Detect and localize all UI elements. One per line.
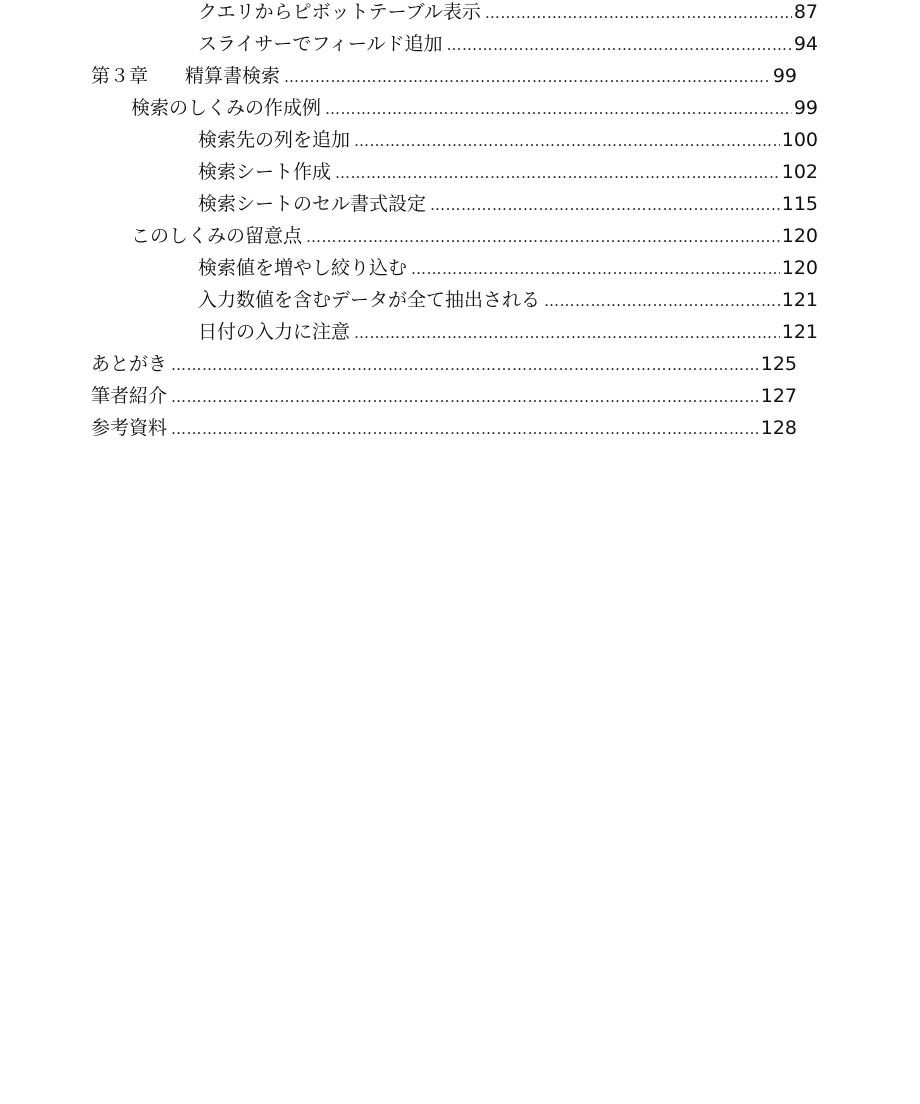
dot-leader (354, 127, 780, 155)
toc-entry-title: 検索値を増やし絞り込む (198, 257, 408, 279)
dot-leader (325, 95, 792, 123)
toc-entry-page: 120 (781, 257, 818, 279)
dot-leader (485, 0, 792, 27)
toc-entry[interactable] (91, 350, 797, 378)
dot-leader (284, 63, 771, 91)
toc-entry[interactable] (198, 0, 818, 26)
toc-entry[interactable] (198, 286, 818, 314)
toc-entry[interactable] (198, 126, 818, 154)
dot-leader (171, 351, 759, 379)
toc-entry-title: 精算書検索 (185, 65, 281, 87)
dot-leader (171, 383, 759, 411)
toc-entry-page: 99 (772, 65, 797, 87)
dot-leader (306, 223, 780, 251)
chapter-number: 第３章 (91, 65, 149, 87)
toc-entry-page: 115 (781, 193, 818, 215)
toc-entry-title: 入力数値を含むデータが全て抽出される (198, 289, 541, 311)
toc-entry-page: 127 (760, 385, 797, 407)
toc-entry-title: スライサーでフィールド追加 (198, 33, 443, 55)
toc-entry[interactable] (91, 382, 797, 410)
toc-entry[interactable] (198, 30, 818, 58)
toc-entry-title: 筆者紹介 (91, 385, 168, 407)
dot-leader (335, 159, 780, 187)
dot-leader (411, 255, 780, 283)
toc-entry-title: 日付の入力に注意 (198, 321, 351, 343)
toc-entry-title: あとがき (91, 353, 168, 375)
toc-entry-title: 参考資料 (91, 417, 168, 439)
toc-entry-title: このしくみの留意点 (131, 225, 303, 247)
toc-entry-page: 100 (781, 129, 818, 151)
toc-entry-page: 94 (793, 33, 818, 55)
toc-entry[interactable] (198, 190, 818, 218)
dot-leader (354, 319, 780, 347)
toc-entry-page: 102 (781, 161, 818, 183)
toc-entry-page: 128 (760, 417, 797, 439)
toc-entry-page: 87 (793, 1, 818, 23)
toc-entry[interactable] (198, 158, 818, 186)
toc-entry-title: 検索のしくみの作成例 (131, 97, 322, 119)
toc-entry-title: クエリからピボットテーブル表示 (198, 1, 481, 23)
toc-entry-page: 99 (793, 97, 818, 119)
toc-entry-title: 検索シートのセル書式設定 (198, 193, 427, 215)
toc-entry-page: 120 (781, 225, 818, 247)
toc-entry-title: 検索先の列を追加 (198, 129, 351, 151)
toc-chapter-heading (91, 62, 280, 90)
toc-entry[interactable] (131, 222, 818, 250)
toc-entry-page: 121 (781, 289, 818, 311)
toc-entry[interactable] (198, 254, 818, 282)
toc-entry-page: 121 (781, 321, 818, 343)
toc-entry-title: 検索シート作成 (198, 161, 332, 183)
toc-entry-page: 125 (760, 353, 797, 375)
toc-entry[interactable] (91, 414, 797, 442)
toc-chapter-entry[interactable] (91, 62, 797, 90)
dot-leader (171, 415, 759, 443)
toc-entry[interactable] (131, 94, 818, 122)
dot-leader (447, 31, 792, 59)
dot-leader (430, 191, 780, 219)
dot-leader (544, 287, 780, 315)
toc-entry[interactable] (198, 318, 818, 346)
